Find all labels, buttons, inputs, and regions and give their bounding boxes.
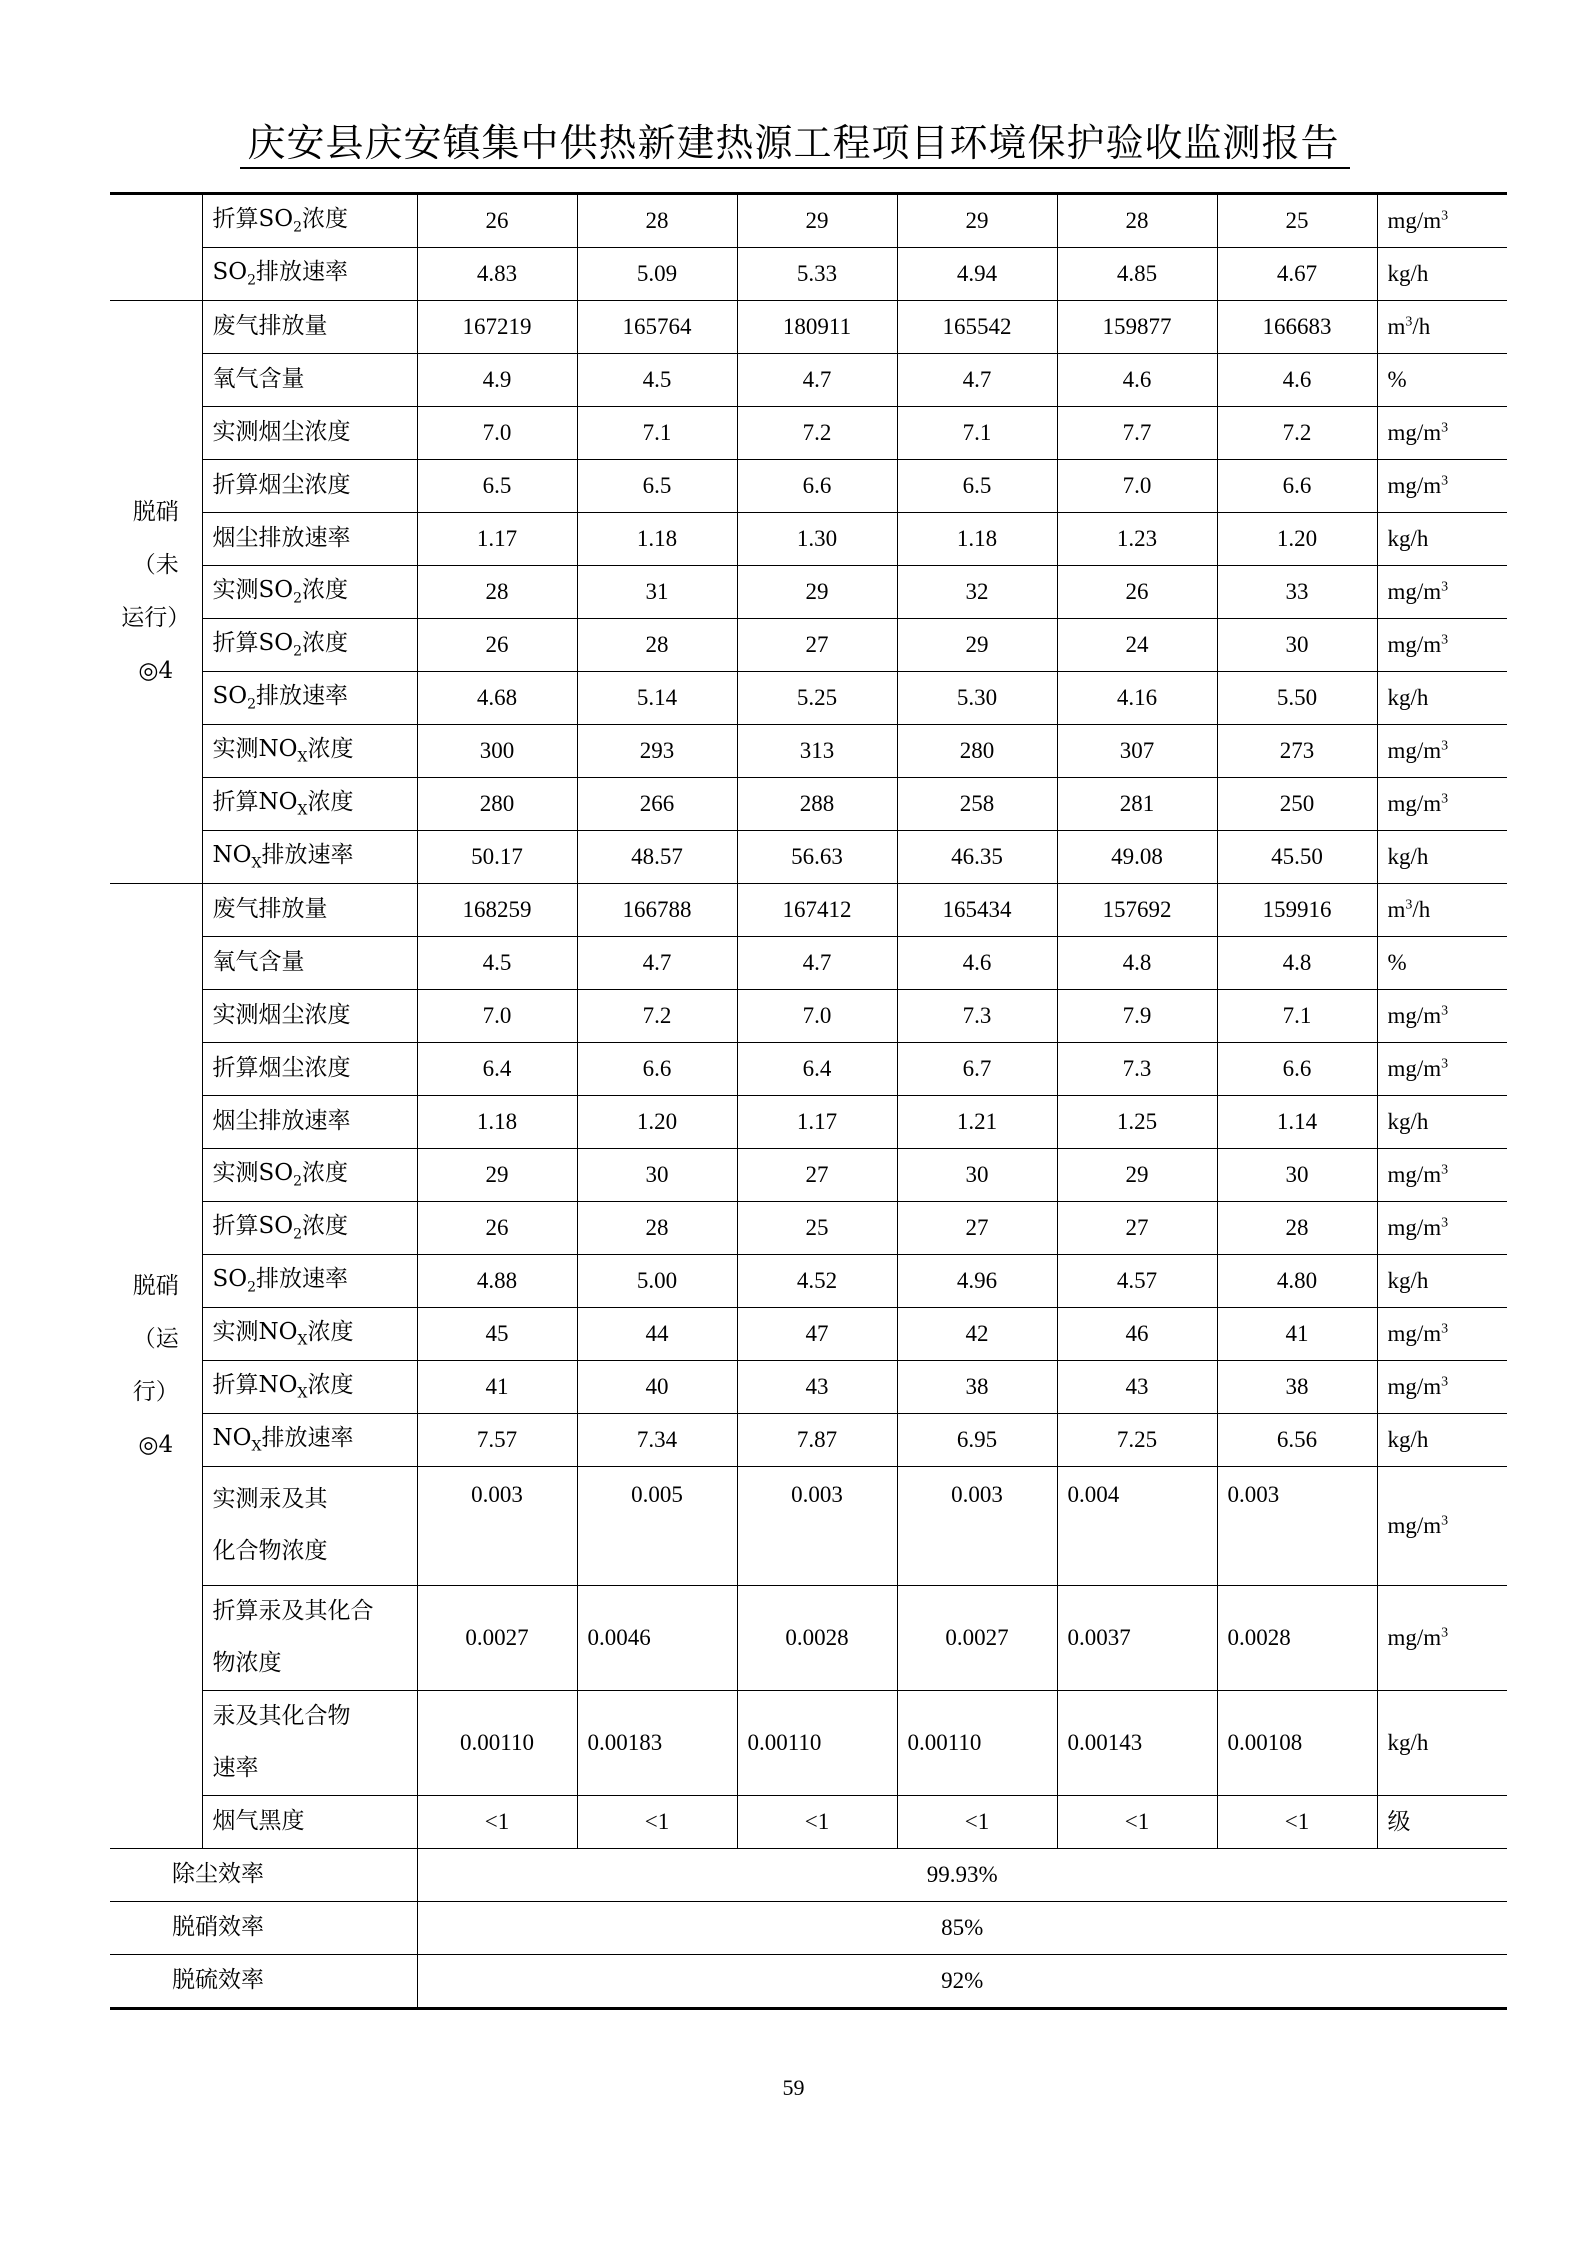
unit-cell: $mg/m^3$ bbox=[1377, 1308, 1507, 1361]
value-cell: 168259 bbox=[417, 884, 577, 937]
value-cell: 6.6 bbox=[1217, 460, 1377, 513]
table-row bbox=[110, 1149, 1507, 1202]
value-cell: 4.96 bbox=[897, 1255, 1057, 1308]
value-cell: 33 bbox=[1217, 566, 1377, 619]
item-name-cell: 实测烟尘浓度 bbox=[202, 407, 417, 460]
value-cell: 167219 bbox=[417, 301, 577, 354]
unit-cell: $mg/m^3$ bbox=[1377, 619, 1507, 672]
item-name-cell: 烟尘排放速率 bbox=[202, 1096, 417, 1149]
value-cell: 6.6 bbox=[737, 460, 897, 513]
value-cell: 1.18 bbox=[577, 513, 737, 566]
value-cell: 5.50 bbox=[1217, 672, 1377, 725]
value-cell: 0.003 bbox=[1217, 1467, 1377, 1586]
unit-cell: kg/h bbox=[1377, 1255, 1507, 1308]
unit-cell: $m^3/h$ bbox=[1377, 301, 1507, 354]
group-label-cell: 脱硝 （未 运行） ◎4 bbox=[110, 301, 202, 884]
unit-cell: $mg/m^3$ bbox=[1377, 194, 1507, 248]
table-row bbox=[110, 1586, 1507, 1691]
item-name-cell: 废气排放量 bbox=[202, 301, 417, 354]
value-cell: 4.8 bbox=[1217, 937, 1377, 990]
efficiency-row bbox=[110, 1849, 1507, 1902]
value-cell: 1.30 bbox=[737, 513, 897, 566]
value-cell: 7.25 bbox=[1057, 1414, 1217, 1467]
value-cell: 4.67 bbox=[1217, 248, 1377, 301]
value-cell: 24 bbox=[1057, 619, 1217, 672]
item-name-cell: 折算$NO_X$浓度 bbox=[202, 778, 417, 831]
value-cell: 30 bbox=[1217, 619, 1377, 672]
unit-cell: $mg/m^3$ bbox=[1377, 407, 1507, 460]
value-cell: 27 bbox=[737, 619, 897, 672]
item-name-cell: 氧气含量 bbox=[202, 354, 417, 407]
value-cell: 42 bbox=[897, 1308, 1057, 1361]
table-row bbox=[110, 1414, 1507, 1467]
value-cell: 6.6 bbox=[577, 1043, 737, 1096]
value-cell: 4.5 bbox=[577, 354, 737, 407]
item-name-cell: 折算$SO_2$浓度 bbox=[202, 194, 417, 248]
item-name-cell: 实测$NO_X$浓度 bbox=[202, 1308, 417, 1361]
value-cell: 38 bbox=[897, 1361, 1057, 1414]
value-cell: 4.52 bbox=[737, 1255, 897, 1308]
value-cell: 167412 bbox=[737, 884, 897, 937]
unit-cell: $mg/m^3$ bbox=[1377, 1586, 1507, 1691]
value-cell: 46 bbox=[1057, 1308, 1217, 1361]
unit-cell: kg/h bbox=[1377, 513, 1507, 566]
value-cell: 30 bbox=[897, 1149, 1057, 1202]
value-cell: 38 bbox=[1217, 1361, 1377, 1414]
monitoring-results-table bbox=[110, 192, 1507, 2010]
item-name-cell: $NO_X$排放速率 bbox=[202, 831, 417, 884]
value-cell: 4.94 bbox=[897, 248, 1057, 301]
item-name-cell: 实测$NO_X$浓度 bbox=[202, 725, 417, 778]
value-cell: 6.95 bbox=[897, 1414, 1057, 1467]
value-cell: 4.7 bbox=[897, 354, 1057, 407]
value-cell: 159877 bbox=[1057, 301, 1217, 354]
value-cell: 7.2 bbox=[1217, 407, 1377, 460]
value-cell: 0.0027 bbox=[417, 1586, 577, 1691]
value-cell: 7.87 bbox=[737, 1414, 897, 1467]
value-cell: 29 bbox=[737, 194, 897, 248]
value-cell: 28 bbox=[1217, 1202, 1377, 1255]
value-cell: 4.5 bbox=[417, 937, 577, 990]
value-cell: 56.63 bbox=[737, 831, 897, 884]
value-cell: 5.33 bbox=[737, 248, 897, 301]
value-cell: 1.25 bbox=[1057, 1096, 1217, 1149]
value-cell: 4.9 bbox=[417, 354, 577, 407]
value-cell: <1 bbox=[737, 1796, 897, 1849]
value-cell: 29 bbox=[1057, 1149, 1217, 1202]
value-cell: 0.0037 bbox=[1057, 1586, 1217, 1691]
value-cell: 48.57 bbox=[577, 831, 737, 884]
efficiency-value: 92% bbox=[417, 1955, 1507, 2009]
value-cell: 5.09 bbox=[577, 248, 737, 301]
value-cell: 0.003 bbox=[737, 1467, 897, 1586]
value-cell: 4.8 bbox=[1057, 937, 1217, 990]
value-cell: 45 bbox=[417, 1308, 577, 1361]
value-cell: 7.2 bbox=[577, 990, 737, 1043]
item-name-cell: $SO_2$排放速率 bbox=[202, 1255, 417, 1308]
value-cell: 273 bbox=[1217, 725, 1377, 778]
value-cell: 1.17 bbox=[737, 1096, 897, 1149]
value-cell: 0.00183 bbox=[577, 1691, 737, 1796]
value-cell: 30 bbox=[1217, 1149, 1377, 1202]
value-cell: <1 bbox=[1217, 1796, 1377, 1849]
value-cell: 0.0046 bbox=[577, 1586, 737, 1691]
value-cell: 5.30 bbox=[897, 672, 1057, 725]
value-cell: 45.50 bbox=[1217, 831, 1377, 884]
unit-cell: $mg/m^3$ bbox=[1377, 1043, 1507, 1096]
table-row bbox=[110, 831, 1507, 884]
value-cell: 6.7 bbox=[897, 1043, 1057, 1096]
value-cell: 0.0027 bbox=[897, 1586, 1057, 1691]
value-cell: 43 bbox=[737, 1361, 897, 1414]
value-cell: 4.83 bbox=[417, 248, 577, 301]
value-cell: 1.20 bbox=[577, 1096, 737, 1149]
value-cell: 46.35 bbox=[897, 831, 1057, 884]
value-cell: 7.3 bbox=[897, 990, 1057, 1043]
value-cell: 0.00110 bbox=[737, 1691, 897, 1796]
item-name-cell: 汞及其化合物 速率 bbox=[202, 1691, 417, 1796]
value-cell: 1.18 bbox=[417, 1096, 577, 1149]
item-name-cell: 折算烟尘浓度 bbox=[202, 1043, 417, 1096]
value-cell: 5.14 bbox=[577, 672, 737, 725]
value-cell: 281 bbox=[1057, 778, 1217, 831]
value-cell: 1.23 bbox=[1057, 513, 1217, 566]
item-name-cell: 烟气黑度 bbox=[202, 1796, 417, 1849]
value-cell: 1.14 bbox=[1217, 1096, 1377, 1149]
value-cell: 1.17 bbox=[417, 513, 577, 566]
value-cell: 4.6 bbox=[897, 937, 1057, 990]
value-cell: <1 bbox=[897, 1796, 1057, 1849]
value-cell: 313 bbox=[737, 725, 897, 778]
item-name-cell: 折算$SO_2$浓度 bbox=[202, 619, 417, 672]
value-cell: 7.2 bbox=[737, 407, 897, 460]
value-cell: 7.9 bbox=[1057, 990, 1217, 1043]
value-cell: 1.21 bbox=[897, 1096, 1057, 1149]
item-name-cell: 实测$SO_2$浓度 bbox=[202, 566, 417, 619]
value-cell: 1.18 bbox=[897, 513, 1057, 566]
table-row bbox=[110, 1691, 1507, 1796]
item-name-cell: 折算$NO_X$浓度 bbox=[202, 1361, 417, 1414]
unit-cell: $mg/m^3$ bbox=[1377, 778, 1507, 831]
value-cell: 26 bbox=[1057, 566, 1217, 619]
item-name-cell: 废气排放量 bbox=[202, 884, 417, 937]
value-cell: 0.00110 bbox=[897, 1691, 1057, 1796]
value-cell: 159916 bbox=[1217, 884, 1377, 937]
unit-cell: kg/h bbox=[1377, 672, 1507, 725]
value-cell: 4.16 bbox=[1057, 672, 1217, 725]
value-cell: 0.0028 bbox=[737, 1586, 897, 1691]
value-cell: 26 bbox=[417, 194, 577, 248]
value-cell: 25 bbox=[737, 1202, 897, 1255]
table-row bbox=[110, 1255, 1507, 1308]
unit-cell: % bbox=[1377, 354, 1507, 407]
value-cell: 4.7 bbox=[737, 354, 897, 407]
unit-cell: $mg/m^3$ bbox=[1377, 1149, 1507, 1202]
table-row bbox=[110, 194, 1507, 248]
value-cell: 0.003 bbox=[417, 1467, 577, 1586]
value-cell: 4.6 bbox=[1217, 354, 1377, 407]
value-cell: 44 bbox=[577, 1308, 737, 1361]
value-cell: 29 bbox=[417, 1149, 577, 1202]
table-row bbox=[110, 990, 1507, 1043]
efficiency-label: 脱硝效率 bbox=[110, 1902, 417, 1955]
value-cell: 6.5 bbox=[577, 460, 737, 513]
value-cell: 0.003 bbox=[897, 1467, 1057, 1586]
table-row bbox=[110, 725, 1507, 778]
item-name-cell: 实测汞及其 化合物浓度 bbox=[202, 1467, 417, 1586]
item-name-cell: $NO_X$排放速率 bbox=[202, 1414, 417, 1467]
table-row bbox=[110, 672, 1507, 725]
value-cell: 30 bbox=[577, 1149, 737, 1202]
value-cell: 32 bbox=[897, 566, 1057, 619]
value-cell: 165764 bbox=[577, 301, 737, 354]
value-cell: 293 bbox=[577, 725, 737, 778]
item-name-cell: 折算汞及其化合 物浓度 bbox=[202, 1586, 417, 1691]
table-row bbox=[110, 1096, 1507, 1149]
efficiency-row bbox=[110, 1902, 1507, 1955]
table-row bbox=[110, 1308, 1507, 1361]
value-cell: 28 bbox=[577, 194, 737, 248]
unit-cell: $mg/m^3$ bbox=[1377, 460, 1507, 513]
value-cell: 50.17 bbox=[417, 831, 577, 884]
value-cell: 180911 bbox=[737, 301, 897, 354]
value-cell: 28 bbox=[417, 566, 577, 619]
value-cell: 29 bbox=[897, 619, 1057, 672]
value-cell: 307 bbox=[1057, 725, 1217, 778]
value-cell: 5.00 bbox=[577, 1255, 737, 1308]
table-row bbox=[110, 460, 1507, 513]
value-cell: 4.6 bbox=[1057, 354, 1217, 407]
item-name-cell: $SO_2$排放速率 bbox=[202, 672, 417, 725]
value-cell: 4.7 bbox=[577, 937, 737, 990]
value-cell: <1 bbox=[417, 1796, 577, 1849]
value-cell: 28 bbox=[577, 1202, 737, 1255]
value-cell: 166788 bbox=[577, 884, 737, 937]
value-cell: 27 bbox=[1057, 1202, 1217, 1255]
value-cell: 4.68 bbox=[417, 672, 577, 725]
value-cell: 27 bbox=[737, 1149, 897, 1202]
value-cell: 4.80 bbox=[1217, 1255, 1377, 1308]
value-cell: 5.25 bbox=[737, 672, 897, 725]
value-cell: 4.85 bbox=[1057, 248, 1217, 301]
value-cell: 6.4 bbox=[417, 1043, 577, 1096]
efficiency-value: 99.93% bbox=[417, 1849, 1507, 1902]
value-cell: 43 bbox=[1057, 1361, 1217, 1414]
value-cell: 26 bbox=[417, 1202, 577, 1255]
efficiency-row bbox=[110, 1955, 1507, 2009]
value-cell: 4.88 bbox=[417, 1255, 577, 1308]
unit-cell: $mg/m^3$ bbox=[1377, 1202, 1507, 1255]
unit-cell: $mg/m^3$ bbox=[1377, 1467, 1507, 1586]
value-cell: 7.1 bbox=[897, 407, 1057, 460]
unit-cell: $mg/m^3$ bbox=[1377, 566, 1507, 619]
value-cell: 6.5 bbox=[897, 460, 1057, 513]
table-row bbox=[110, 1043, 1507, 1096]
value-cell: 4.57 bbox=[1057, 1255, 1217, 1308]
value-cell: 4.7 bbox=[737, 937, 897, 990]
efficiency-label: 脱硫效率 bbox=[110, 1955, 417, 2009]
unit-cell: kg/h bbox=[1377, 1691, 1507, 1796]
table-row bbox=[110, 301, 1507, 354]
value-cell: 31 bbox=[577, 566, 737, 619]
value-cell: 7.3 bbox=[1057, 1043, 1217, 1096]
item-name-cell: 折算$SO_2$浓度 bbox=[202, 1202, 417, 1255]
value-cell: 157692 bbox=[1057, 884, 1217, 937]
value-cell: 250 bbox=[1217, 778, 1377, 831]
value-cell: 166683 bbox=[1217, 301, 1377, 354]
table-row bbox=[110, 1796, 1507, 1849]
efficiency-label: 除尘效率 bbox=[110, 1849, 417, 1902]
value-cell: <1 bbox=[1057, 1796, 1217, 1849]
report-title: 庆安县庆安镇集中供热新建热源工程项目环境保护验收监测报告 bbox=[247, 121, 1340, 165]
value-cell: 7.34 bbox=[577, 1414, 737, 1467]
value-cell: 6.4 bbox=[737, 1043, 897, 1096]
unit-cell: $mg/m^3$ bbox=[1377, 725, 1507, 778]
value-cell: 29 bbox=[737, 566, 897, 619]
value-cell: 0.00143 bbox=[1057, 1691, 1217, 1796]
value-cell: 165542 bbox=[897, 301, 1057, 354]
table-row bbox=[110, 248, 1507, 301]
table-row bbox=[110, 937, 1507, 990]
value-cell: 41 bbox=[1217, 1308, 1377, 1361]
value-cell: 28 bbox=[1057, 194, 1217, 248]
value-cell: 7.0 bbox=[417, 407, 577, 460]
value-cell: 266 bbox=[577, 778, 737, 831]
value-cell: 40 bbox=[577, 1361, 737, 1414]
unit-cell: % bbox=[1377, 937, 1507, 990]
value-cell: 7.7 bbox=[1057, 407, 1217, 460]
value-cell: 0.005 bbox=[577, 1467, 737, 1586]
group-label-cell: 脱硝 （运 行） ◎4 bbox=[110, 884, 202, 1849]
table-row bbox=[110, 619, 1507, 672]
table-row bbox=[110, 513, 1507, 566]
value-cell: 6.6 bbox=[1217, 1043, 1377, 1096]
table-row bbox=[110, 1202, 1507, 1255]
unit-cell: 级 bbox=[1377, 1796, 1507, 1849]
unit-cell: kg/h bbox=[1377, 1414, 1507, 1467]
value-cell: 6.5 bbox=[417, 460, 577, 513]
unit-cell: kg/h bbox=[1377, 248, 1507, 301]
group-label-cell bbox=[110, 194, 202, 301]
table-row bbox=[110, 778, 1507, 831]
table-row bbox=[110, 407, 1507, 460]
value-cell: 7.57 bbox=[417, 1414, 577, 1467]
value-cell: 280 bbox=[897, 725, 1057, 778]
table-row bbox=[110, 566, 1507, 619]
value-cell: 280 bbox=[417, 778, 577, 831]
value-cell: <1 bbox=[577, 1796, 737, 1849]
unit-cell: $mg/m^3$ bbox=[1377, 1361, 1507, 1414]
table-row bbox=[110, 1467, 1507, 1586]
value-cell: 47 bbox=[737, 1308, 897, 1361]
value-cell: 7.1 bbox=[1217, 990, 1377, 1043]
value-cell: 29 bbox=[897, 194, 1057, 248]
value-cell: 7.0 bbox=[417, 990, 577, 1043]
value-cell: 165434 bbox=[897, 884, 1057, 937]
value-cell: 25 bbox=[1217, 194, 1377, 248]
efficiency-value: 85% bbox=[417, 1902, 1507, 1955]
value-cell: 0.00108 bbox=[1217, 1691, 1377, 1796]
value-cell: 0.0028 bbox=[1217, 1586, 1377, 1691]
value-cell: 7.0 bbox=[1057, 460, 1217, 513]
table-row bbox=[110, 1361, 1507, 1414]
table-row bbox=[110, 884, 1507, 937]
value-cell: 300 bbox=[417, 725, 577, 778]
value-cell: 49.08 bbox=[1057, 831, 1217, 884]
page-number: 59 bbox=[782, 2075, 805, 2100]
value-cell: 7.0 bbox=[737, 990, 897, 1043]
value-cell: 27 bbox=[897, 1202, 1057, 1255]
item-name-cell: 实测$SO_2$浓度 bbox=[202, 1149, 417, 1202]
value-cell: 288 bbox=[737, 778, 897, 831]
header-divider bbox=[240, 167, 1350, 169]
unit-cell: $m^3/h$ bbox=[1377, 884, 1507, 937]
value-cell: 28 bbox=[577, 619, 737, 672]
value-cell: 0.00110 bbox=[417, 1691, 577, 1796]
value-cell: 1.20 bbox=[1217, 513, 1377, 566]
value-cell: 0.004 bbox=[1057, 1467, 1217, 1586]
unit-cell: $mg/m^3$ bbox=[1377, 990, 1507, 1043]
item-name-cell: 氧气含量 bbox=[202, 937, 417, 990]
table-row bbox=[110, 354, 1507, 407]
value-cell: 7.1 bbox=[577, 407, 737, 460]
item-name-cell: 烟尘排放速率 bbox=[202, 513, 417, 566]
item-name-cell: 折算烟尘浓度 bbox=[202, 460, 417, 513]
value-cell: 258 bbox=[897, 778, 1057, 831]
value-cell: 41 bbox=[417, 1361, 577, 1414]
value-cell: 6.56 bbox=[1217, 1414, 1377, 1467]
unit-cell: kg/h bbox=[1377, 1096, 1507, 1149]
value-cell: 26 bbox=[417, 619, 577, 672]
unit-cell: kg/h bbox=[1377, 831, 1507, 884]
item-name-cell: $SO_2$排放速率 bbox=[202, 248, 417, 301]
item-name-cell: 实测烟尘浓度 bbox=[202, 990, 417, 1043]
